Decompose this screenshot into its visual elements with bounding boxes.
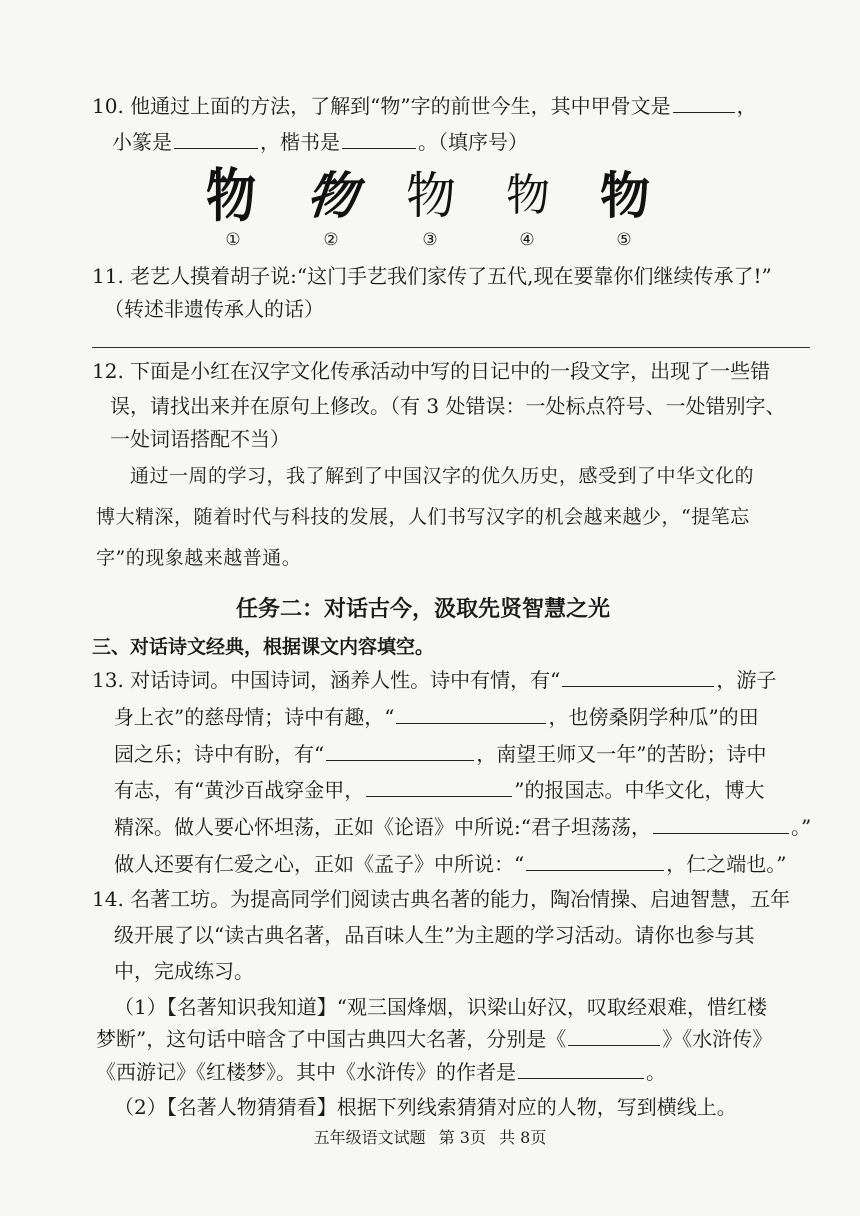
task2-heading: 任务二：对话古今，汲取先贤智慧之光 xyxy=(236,597,611,622)
page-footer xyxy=(0,1125,860,1148)
q14-sub1-text-3a: 《西游记》《红楼梦》。其中《水浒传》的作者是 xyxy=(96,1060,516,1084)
q13-line6 xyxy=(114,850,786,878)
glyph-number-4: ④ xyxy=(519,230,535,250)
q13-text-2b: ，也傍桑阴学种瓜”的田 xyxy=(548,705,759,729)
glyph-seal: 物 xyxy=(303,166,361,225)
glyph-regular: 物 xyxy=(406,167,456,225)
q10-instruction: 。（填序号） xyxy=(418,130,528,154)
q12-line3: 一处词语搭配不当） xyxy=(110,427,290,451)
glyph-clerical: 物 xyxy=(600,168,650,224)
q14-line2: 级开展了以“读古典名著，品百味人生”为主题的学习活动。请你也参与其 xyxy=(114,923,755,947)
q13-text-4b: ”的报国志。中华文化，博大 xyxy=(514,778,765,802)
q13-text-2a: 身上衣”的慈母情；诗中有趣，“ xyxy=(114,705,395,729)
q13-text-6b: ，仁之端也。” xyxy=(666,852,787,876)
glyph-number-5: ⑤ xyxy=(616,230,632,250)
q14-sub2-line1: （2）【名著人物猜猜看】根据下列线索猜猜对应的人物，写到横线上。 xyxy=(114,1095,737,1119)
glyph-bronze: 物 xyxy=(506,171,550,220)
q13-text-1a: 13. 对话诗词。中国诗词，涵养人性。诗中有情，有“ xyxy=(92,668,561,692)
q13-text-1b: ，游子 xyxy=(716,668,777,692)
diary-passage-line2: 博大精深，随着时代与科技的发展，人们书写汉字的机会越来越少，“提笔忘 xyxy=(96,506,750,528)
q13-line4 xyxy=(114,776,764,804)
q10-blank-oracle[interactable] xyxy=(673,92,735,113)
glyph-number-1: ① xyxy=(225,230,241,250)
q14-sub1-text-3b: 。 xyxy=(646,1060,666,1084)
q10-comma: ， xyxy=(736,94,757,118)
footer-title: 五年级语文试题 xyxy=(313,1128,426,1147)
q14-line1: 14. 名著工坊。为提高同学们阅读古典名著的能力，陶冶情操、启迪智慧，五年 xyxy=(92,887,791,911)
q10-line1 xyxy=(92,92,757,120)
q13-blank-3[interactable] xyxy=(326,740,474,761)
q11-line1: 11. 老艺人摸着胡子说:“这门手艺我们家传了五代,现在要靠你们继续传承了!” xyxy=(92,264,772,288)
glyph-oracle: 物 xyxy=(206,162,256,230)
footer-total-pages: 共 8页 xyxy=(499,1128,547,1147)
q12-line1: 12. 下面是小红在汉字文化传承活动中写的日记中的一段文字，出现了一些错 xyxy=(92,359,771,383)
q10-text: 10. 他通过上面的方法，了解到“物”字的前世今生，其中甲骨文是 xyxy=(92,94,671,118)
footer-page-number: 第 3页 xyxy=(438,1128,486,1147)
q13-text-3b: ，南望王师又一年”的苦盼；诗中 xyxy=(476,742,767,766)
q13-blank-2[interactable] xyxy=(396,703,546,724)
q10-line2 xyxy=(112,128,528,156)
q11-line2: （转述非遗传承人的话） xyxy=(104,297,324,321)
q14-line3: 中，完成练习。 xyxy=(114,959,254,983)
q14-sub1-line3 xyxy=(96,1058,666,1086)
q13-blank-6[interactable] xyxy=(526,850,664,871)
q10-blank-seal[interactable] xyxy=(174,128,258,149)
q10-regular-label: ，楷书是 xyxy=(260,130,340,154)
q14-blank-classic[interactable] xyxy=(568,1025,660,1046)
q13-blank-5[interactable] xyxy=(653,813,789,834)
q13-line2 xyxy=(114,703,759,731)
glyph-number-3: ③ xyxy=(422,230,438,250)
section3-title: 三、对话诗文经典，根据课文内容填空。 xyxy=(92,636,435,658)
q13-line3 xyxy=(114,740,766,768)
q13-text-5b: 。” xyxy=(790,815,812,839)
q13-text-6a: 做人还要有仁爱之心，正如《孟子》中所说：“ xyxy=(114,852,525,876)
q13-text-5a: 精深。做人要心怀坦荡，正如《论语》中所说:“君子坦荡荡， xyxy=(114,815,651,839)
q10-blank-regular[interactable] xyxy=(342,128,416,149)
q14-blank-author[interactable] xyxy=(518,1058,644,1079)
q11-answer-line[interactable] xyxy=(92,347,810,348)
q14-sub1-line1: （1）【名著知识我知道】“观三国烽烟，识梁山好汉，叹取经艰难，惜红楼 xyxy=(114,995,767,1019)
q12-line2: 误，请找出来并在原句上修改。（有 3 处错误：一处标点符号、一处错别字、 xyxy=(110,394,786,418)
diary-passage-line1: 通过一周的学习，我了解到了中国汉字的优久历史，感受到了中华文化的 xyxy=(130,465,755,487)
q13-line5 xyxy=(114,813,811,841)
q13-text-3a: 园之乐；诗中有盼，有“ xyxy=(114,742,325,766)
q13-line1 xyxy=(92,666,776,694)
glyph-number-2: ② xyxy=(323,230,339,250)
q14-sub1-line2 xyxy=(96,1025,772,1053)
q13-blank-4[interactable] xyxy=(366,776,512,797)
q10-seal-label: 小篆是 xyxy=(112,130,172,154)
q13-text-4a: 有志，有“黄沙百战穿金甲， xyxy=(114,778,365,802)
q14-sub1-text-2b: 》《水浒传》 xyxy=(662,1027,773,1051)
q14-sub1-text-2a: 梦断”，这句话中暗含了中国古典四大名著，分别是《 xyxy=(96,1027,567,1051)
diary-passage-line3: 字”的现象越来越普通。 xyxy=(96,547,302,569)
q13-blank-1[interactable] xyxy=(562,666,714,687)
